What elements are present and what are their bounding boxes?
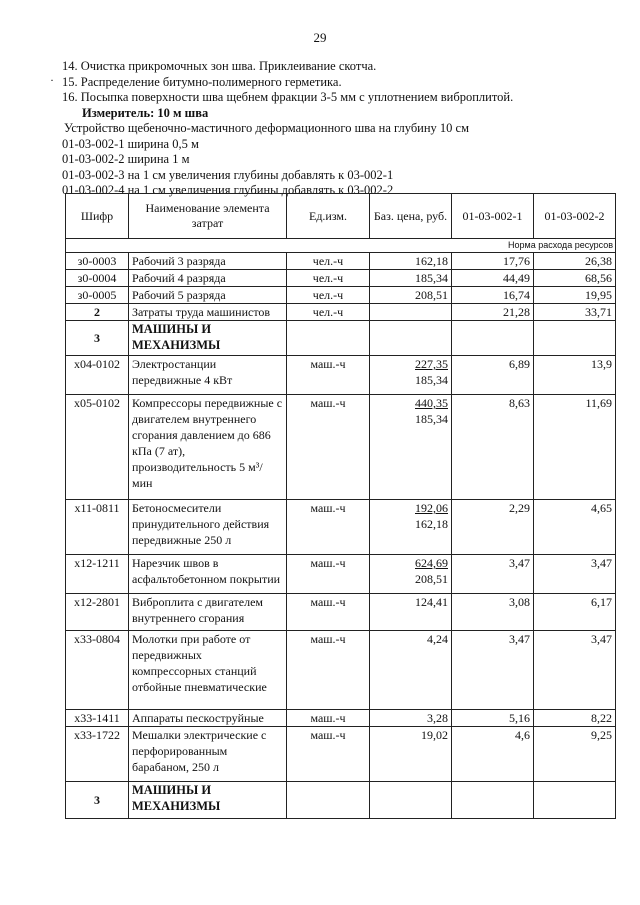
empty-cell <box>534 782 616 819</box>
row-name: Мешалки электрические с перфорированным барабаном, 250 л <box>129 727 287 782</box>
row-code: з0-0004 <box>66 270 129 287</box>
section-name: МАШИНЫ И МЕХАНИЗМЫ <box>129 321 287 356</box>
row-price: 208,51 <box>370 287 452 304</box>
section-code: 3 <box>66 321 129 356</box>
header-col2: 01-03-002-2 <box>534 194 616 239</box>
table-row <box>66 727 616 782</box>
machinists-row <box>66 304 616 321</box>
row-price <box>370 356 452 395</box>
row-unit: маш.-ч <box>287 555 370 594</box>
row-value-1: 5,16 <box>452 710 534 727</box>
norm-row <box>66 239 616 253</box>
row-price <box>370 395 452 500</box>
empty-cell <box>287 782 370 819</box>
table-row <box>66 555 616 594</box>
header-unit: Ед.изм. <box>287 194 370 239</box>
row-name: Молотки при работе от передвижных компрессорных станций отбойные пневматические <box>129 631 287 710</box>
row-unit: маш.-ч <box>287 594 370 631</box>
row-unit: чел.-ч <box>287 253 370 270</box>
empty-cell <box>370 782 452 819</box>
row-code: х04-0102 <box>66 356 129 395</box>
row-value-2: 33,71 <box>534 304 616 321</box>
empty-cell <box>287 321 370 356</box>
row-value-1: 17,76 <box>452 253 534 270</box>
row-code: з0-0005 <box>66 287 129 304</box>
section-name: МАШИНЫ И МЕХАНИЗМЫ <box>129 782 287 819</box>
table-row <box>66 287 616 304</box>
row-value-1: 3,08 <box>452 594 534 631</box>
row-unit: маш.-ч <box>287 710 370 727</box>
variant-line: 01-03-002-2 ширина 1 м <box>62 152 190 166</box>
row-name: Бетоносмесители принудительного действия передвижные 250 л <box>129 500 287 555</box>
row-value-1: 3,47 <box>452 555 534 594</box>
row-value-1: 6,89 <box>452 356 534 395</box>
row-value-1: 16,74 <box>452 287 534 304</box>
row-name: Рабочий 3 разряда <box>129 253 287 270</box>
row-price <box>370 594 452 631</box>
row-unit: маш.-ч <box>287 500 370 555</box>
row-value-1: 44,49 <box>452 270 534 287</box>
row-code: х33-0804 <box>66 631 129 710</box>
row-value-1: 4,6 <box>452 727 534 782</box>
intro-line: 16. Посыпка поверхности шва щебнем фракции 3-5 мм с уплотнением виброплитой. <box>62 90 514 104</box>
row-price: 185,34 <box>370 270 452 287</box>
base-price: 440,35 <box>415 396 448 410</box>
intro-block <box>62 59 622 199</box>
row-price: 162,18 <box>370 253 452 270</box>
base-price-2: 208,51 <box>415 572 448 586</box>
row-name: Электростанции передвижные 4 кВт <box>129 356 287 395</box>
row-value-2: 26,38 <box>534 253 616 270</box>
row-value-2: 8,22 <box>534 710 616 727</box>
variant-line: 01-03-002-1 ширина 0,5 м <box>62 136 199 151</box>
row-code: х12-1211 <box>66 555 129 594</box>
row-value-2: 3,47 <box>534 555 616 594</box>
intro-line: 15. Распределение битумно-полимерного герметика. <box>62 74 342 89</box>
row-name: Рабочий 5 разряда <box>129 287 287 304</box>
header-col1: 01-03-002-1 <box>452 194 534 239</box>
row-value-2: 4,65 <box>534 500 616 555</box>
row-value-2: 13,9 <box>534 356 616 395</box>
base-price-2: 185,34 <box>415 412 448 426</box>
section-row <box>66 321 616 356</box>
table-row <box>66 500 616 555</box>
base-price: 19,02 <box>421 728 448 742</box>
row-value-1: 2,29 <box>452 500 534 555</box>
row-unit: маш.-ч <box>287 631 370 710</box>
table-row <box>66 395 616 500</box>
table-header-row <box>66 194 616 239</box>
row-value-2: 6,17 <box>534 594 616 631</box>
empty-cell <box>452 321 534 356</box>
description: Устройство щебеночно-мастичного деформационного шва на глубину 10 см <box>64 121 470 135</box>
row-unit: чел.-ч <box>287 270 370 287</box>
row-value-1: 8,63 <box>452 395 534 500</box>
row-price <box>370 631 452 710</box>
row-name: Нарезчик швов в асфальтобетонном покрытии <box>129 555 287 594</box>
base-price: 3,28 <box>427 711 448 725</box>
empty-cell <box>534 321 616 356</box>
row-code: з0-0003 <box>66 253 129 270</box>
header-name: Наименование элемента затрат <box>129 194 287 239</box>
resource-table <box>65 193 616 819</box>
header-price: Баз. цена, руб. <box>370 194 452 239</box>
norm-label: Норма расхода ресурсов <box>66 239 616 253</box>
table-row <box>66 631 616 710</box>
row-value-2: 11,69 <box>534 395 616 500</box>
empty-cell <box>370 321 452 356</box>
row-price <box>370 500 452 555</box>
row-code: х33-1722 <box>66 727 129 782</box>
row-unit: маш.-ч <box>287 356 370 395</box>
base-price-2: 185,34 <box>415 373 448 387</box>
row-value-1: 21,28 <box>452 304 534 321</box>
table-row <box>66 356 616 395</box>
base-price: 227,35 <box>415 357 448 371</box>
empty-cell <box>452 782 534 819</box>
base-price: 4,24 <box>427 632 448 646</box>
stray-mark: · <box>50 73 54 87</box>
base-price: 124,41 <box>415 595 448 609</box>
row-code: х12-2801 <box>66 594 129 631</box>
row-value-2: 19,95 <box>534 287 616 304</box>
table-row <box>66 710 616 727</box>
base-price: 192,06 <box>415 501 448 515</box>
row-name: Затраты труда машинистов <box>129 304 287 321</box>
row-unit: чел.-ч <box>287 304 370 321</box>
base-price-2: 162,18 <box>415 517 448 531</box>
table-row <box>66 253 616 270</box>
variant-line: 01-03-002-3 на 1 см увеличения глубины добавлять к 03-002-1 <box>62 167 394 182</box>
section-row-bottom <box>66 782 616 819</box>
row-unit: маш.-ч <box>287 727 370 782</box>
row-value-2: 9,25 <box>534 727 616 782</box>
row-code: х11-0811 <box>66 500 129 555</box>
page-number: 29 <box>313 30 327 45</box>
row-unit: чел.-ч <box>287 287 370 304</box>
base-price: 624,69 <box>415 556 448 570</box>
table-row <box>66 594 616 631</box>
row-value-2: 3,47 <box>534 631 616 710</box>
row-name: Компрессоры передвижные с двигателем внутреннего сгорания давлением до 686 кПа (7 ат), производительность 5 м³/мин <box>129 395 287 500</box>
row-value-1: 3,47 <box>452 631 534 710</box>
measure-label: Измеритель: 10 м шва <box>82 105 209 120</box>
row-code: х33-1411 <box>66 710 129 727</box>
row-code: х05-0102 <box>66 395 129 500</box>
header-code: Шифр <box>66 194 129 239</box>
row-price <box>370 555 452 594</box>
row-code: 2 <box>66 304 129 321</box>
intro-line: 14. Очистка прикромочных зон шва. Приклеивание скотча. <box>62 59 377 73</box>
table-row <box>66 270 616 287</box>
row-price <box>370 727 452 782</box>
row-price <box>370 710 452 727</box>
row-price <box>370 304 452 321</box>
row-name: Виброплита с двигателем внутреннего сгорания <box>129 594 287 631</box>
row-name: Рабочий 4 разряда <box>129 270 287 287</box>
variant-line: 01-03-002-4 на 1 см увеличения глубины добавлять к 03-002-2 <box>62 183 394 197</box>
row-unit: маш.-ч <box>287 395 370 500</box>
section-code: 3 <box>66 782 129 819</box>
row-name: Аппараты пескоструйные <box>129 710 287 727</box>
row-value-2: 68,56 <box>534 270 616 287</box>
